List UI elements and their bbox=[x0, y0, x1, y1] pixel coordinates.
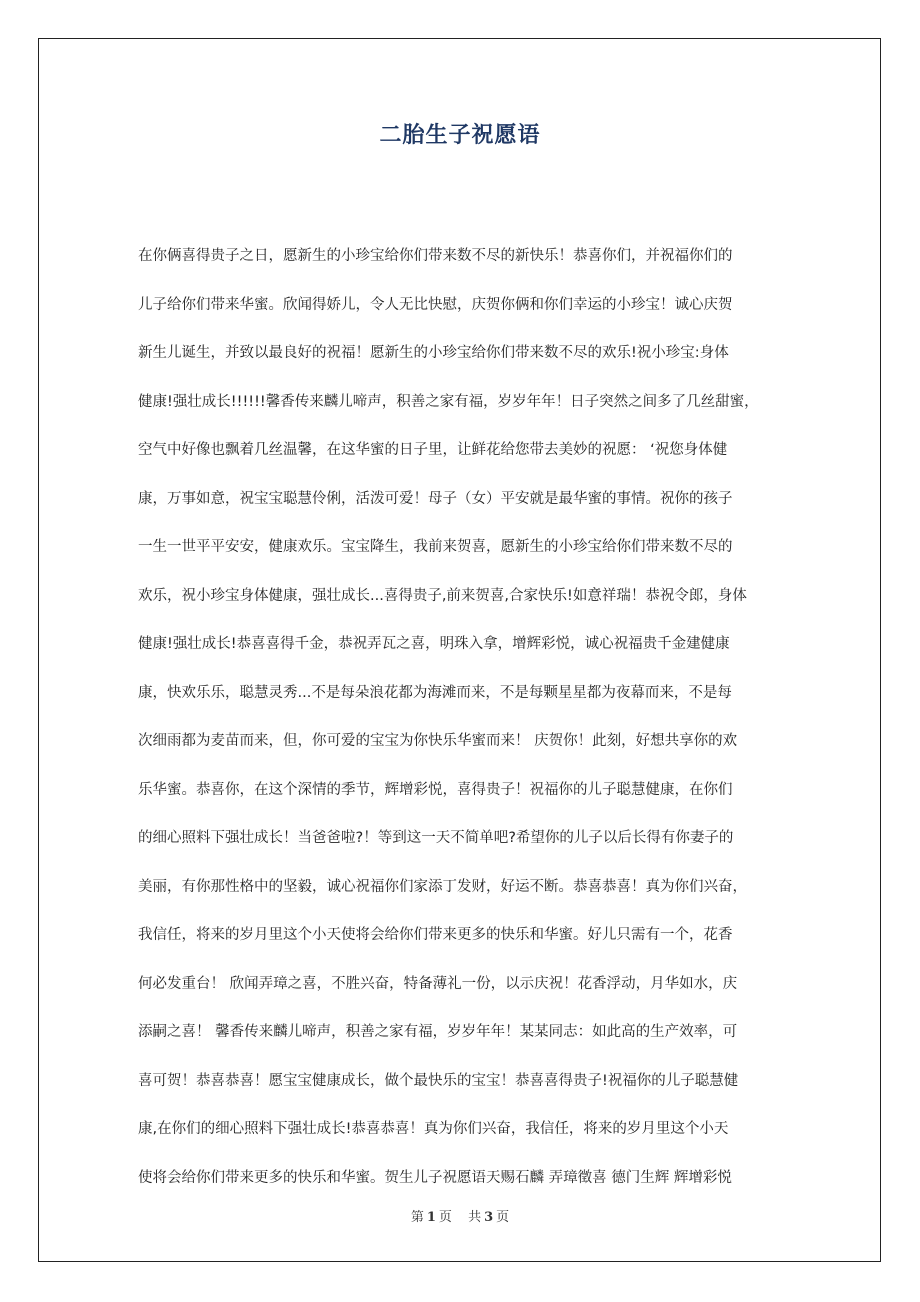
total-pages-indicator bbox=[465, 1210, 512, 1225]
body-line: 健康!强壮成长!!!!!!馨香传来麟儿啼声，积善之家有福，岁岁年年！日子突然之间多了几丝甜蜜， bbox=[138, 393, 759, 410]
body-line: 添嗣之喜！ 馨香传来麟儿啼声，积善之家有福，岁岁年年！某某同志：如此高的生产效率，可 bbox=[138, 1024, 738, 1040]
body-line: 在你俩喜得贵子之日，愿新生的小珍宝给你们带来数不尽的新快乐！恭喜你们，并祝福你们的 bbox=[138, 248, 733, 264]
page-footer bbox=[0, 1206, 920, 1225]
body-line: 空气中好像也飘着几丝温馨，在这华蜜的日子里，让鲜花给您带去美妙的祝愿： ‘祝您身体健 bbox=[138, 442, 728, 458]
total-prefix: 共 bbox=[468, 1210, 482, 1225]
page-suffix: 页 bbox=[438, 1210, 452, 1225]
body-line: 我信任，将来的岁月里这个小天使将会给你们带来更多的快乐和华蜜。好儿只需有一个，花香 bbox=[138, 927, 733, 943]
total-suffix: 页 bbox=[496, 1210, 510, 1225]
page-prefix: 第 bbox=[410, 1210, 424, 1225]
body-line: 欢乐，祝小珍宝身体健康，强壮成长...喜得贵子,前来贺喜,合家快乐!如意祥瑞！恭祝令郎，身体 bbox=[138, 587, 747, 604]
body-line: 健康!强壮成长!恭喜喜得千金，恭祝弄瓦之喜，明珠入拿，增辉彩悦，诚心祝福贵千金建健康 bbox=[138, 636, 730, 652]
body-line: 康,在你们的细心照料下强壮成长!恭喜恭喜！真为你们兴奋，我信任，将来的岁月里这个小天 bbox=[138, 1121, 729, 1137]
body-line: 康，快欢乐乐，聪慧灵秀...不是每朵浪花都为海滩而来，不是每颗星星都为夜幕而来，不是每 bbox=[138, 684, 732, 701]
body-line: 一生一世平平安安，健康欢乐。宝宝降生，我前来贺喜，愿新生的小珍宝给你们带来数不尽的 bbox=[138, 539, 733, 555]
body-line: 儿子给你们带来华蜜。欣闻得娇儿，令人无比快慰，庆贺你俩和你们幸运的小珍宝！诚心庆贺 bbox=[138, 296, 733, 313]
body-line: 康，万事如意，祝宝宝聪慧伶俐，活泼可爱！母子（女）平安就是最华蜜的事情。祝你的孩子 bbox=[138, 490, 733, 507]
body-line: 的细心照料下强壮成长！当爸爸啦?！等到这一天不简单吧?希望你的儿子以后长得有你妻子的 bbox=[138, 830, 734, 846]
document-title: 二胎生子祝愿语 bbox=[379, 123, 541, 148]
body-line: 乐华蜜。恭喜你，在这个深情的季节，辉增彩悦，喜得贵子！祝福你的儿子聪慧健康，在你们 bbox=[138, 781, 733, 798]
body-line: 喜可贺！恭喜恭喜！愿宝宝健康成长，做个最快乐的宝宝！恭喜喜得贵子!祝福你的儿子聪慧健 bbox=[138, 1072, 739, 1089]
body-line: 使将会给你们带来更多的快乐和华蜜。贺生儿子祝愿语天赐石麟 弄璋徵喜 德门生辉 辉增彩悦 bbox=[138, 1169, 732, 1186]
body-line: 次细雨都为麦苗而来，但，你可爱的宝宝为你快乐华蜜而来！ 庆贺你！此刻，好想共享你的欢 bbox=[138, 733, 738, 749]
body-line: 新生儿诞生，并致以最良好的祝福！愿新生的小珍宝给你们带来数不尽的欢乐!祝小珍宝:身体 bbox=[138, 345, 729, 361]
page-number: 1 bbox=[426, 1210, 436, 1225]
total-pages: 3 bbox=[484, 1210, 494, 1225]
body-line: 美丽，有你那性格中的坚毅，诚心祝福你们家添丁发财，好运不断。恭喜恭喜！真为你们兴奋， bbox=[138, 878, 747, 895]
page-indicator bbox=[408, 1210, 459, 1225]
document-body bbox=[138, 232, 783, 1202]
body-line: 何必发重台！ 欣闻弄璋之喜，不胜兴奋，特备薄礼一份，以示庆祝！花香浮动，月华如水，庆 bbox=[138, 975, 738, 992]
